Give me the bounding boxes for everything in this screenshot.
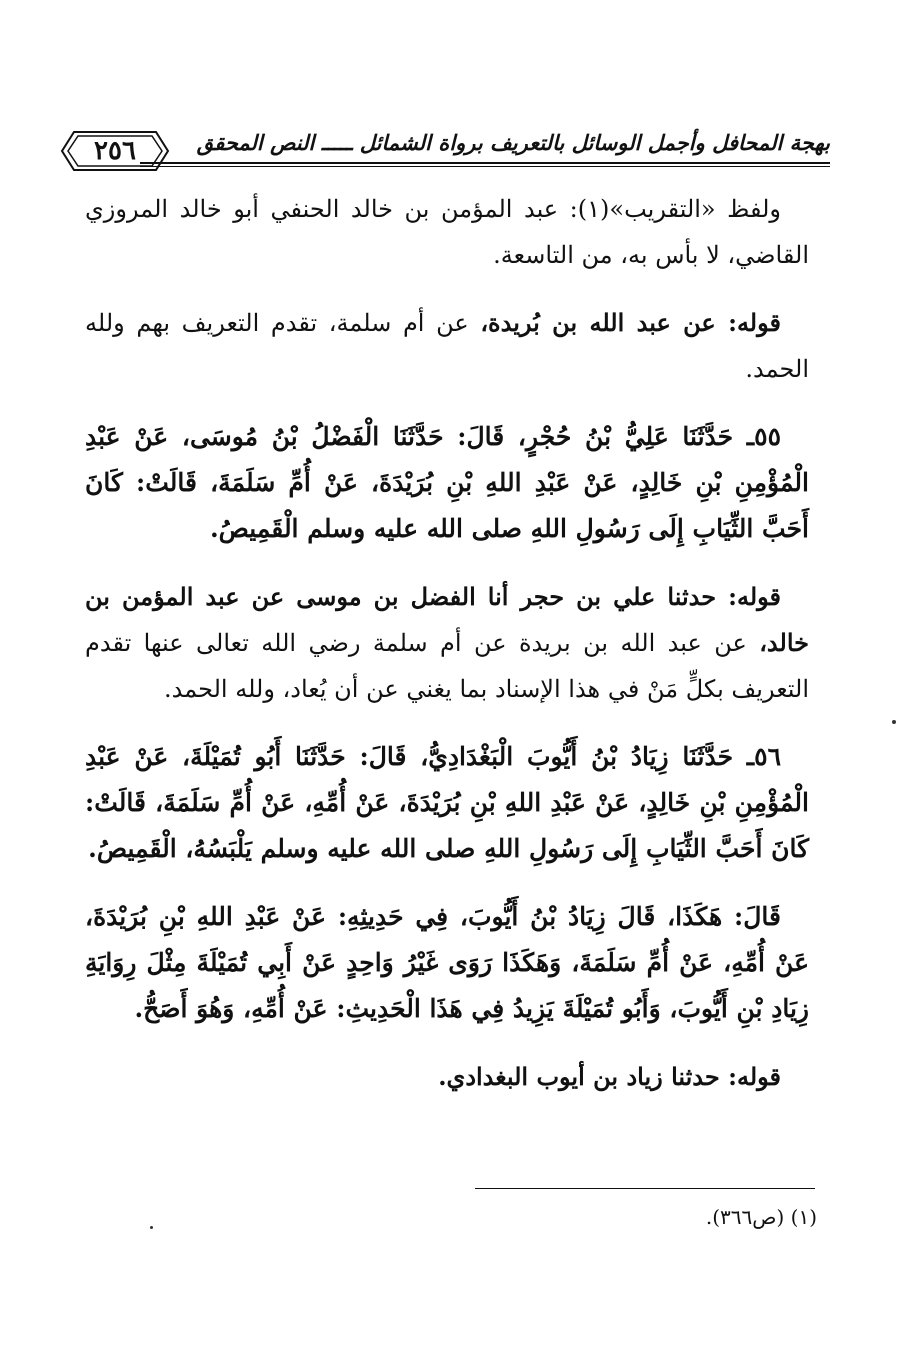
header-rule-thin: [140, 166, 830, 167]
paragraph-commentary-3: [85, 1054, 809, 1100]
paragraph-commentary-2: [85, 574, 809, 712]
hadith-note-text: قَالَ: هَكَذَا، قَالَ زِيَادُ بْنُ أَيُّوبَ، فِي حَدِيثِهِ: عَنْ عَبْدِ اللهِ بْنِ بُرَيْدَةَ، عَنْ أُمِّهِ، عَنْ أُمِّ سَلَمَةَ، وَهَكَذَا رَوَى غَيْرُ وَاحِدٍ عَنْ أَبِي تُمَيْلَةَ مِثْلَ رِوَايَةِ زِيَادِ بْنِ أَيُّوبَ، وَأَبُو تُمَيْلَةَ يَزِيدُ فِي هَذَا الْحَدِيثِ: عَنْ أُمِّهِ، وَهُوَ أَصَحُّ.: [85, 902, 809, 1023]
page-number: ٢٥٦: [94, 136, 136, 166]
footnote-separator: [475, 1188, 815, 1189]
paragraph-lead: قوله: حدثنا علي بن حجر أنا الفضل بن موسى عن عبد المؤمن بن خالد،: [85, 582, 809, 657]
main-text: [85, 186, 809, 1122]
scan-speck: [150, 1226, 153, 1229]
hadith-56: [85, 734, 809, 872]
hadith-56-note: [85, 894, 809, 1032]
paragraph-lead: قوله: حدثنا زياد بن أيوب البغدادي.: [438, 1062, 781, 1091]
hadith-text: ٥٥ـ حَدَّثَنَا عَلِيُّ بْنُ حُجْرٍ، قَالَ: حَدَّثَنَا الْفَضْلُ بْنُ مُوسَى، عَنْ عَبْدِ الْمُؤْمِنِ بْنِ خَالِدٍ، عَنْ عَبْدِ اللهِ بْنِ بُرَيْدَةَ، عَنْ أُمِّ سَلَمَةَ، قَالَتْ: كَانَ أَحَبَّ الثِّيَابِ إِلَى رَسُولِ اللهِ صلى الله عليه وسلم الْقَمِيصُ.: [85, 422, 809, 543]
page-number-frame: [60, 128, 170, 174]
paragraph-text: ولفظ «التقريب»(١): عبد المؤمن بن خالد الحنفي أبو خالد المروزي القاضي، لا بأس به، من التاسعة.: [85, 195, 809, 269]
scan-speck: [892, 720, 896, 724]
paragraph-taqrib: [85, 186, 809, 278]
paragraph-lead: قوله: عن عبد الله بن بُريدة،: [480, 308, 781, 337]
header-rule: [140, 162, 830, 164]
page-header: [60, 118, 830, 184]
hadith-55: [85, 414, 809, 552]
running-title: بهجة المحافل وأجمل الوسائل بالتعريف برواة الشمائل ـــــ النص المحقق: [196, 130, 830, 155]
hadith-text: ٥٦ـ حَدَّثَنَا زِيَادُ بْنُ أَيُّوبَ الْبَغْدَادِيُّ، قَالَ: حَدَّثَنَا أَبُو تُمَيْلَةَ، عَنْ عَبْدِ الْمُؤْمِنِ بْنِ خَالِدٍ، عَنْ عَبْدِ اللهِ بْنِ بُرَيْدَةَ، عَنْ أُمِّهِ، عَنْ أُمِّ سَلَمَةَ، قَالَتْ: كَانَ أَحَبَّ الثِّيَابِ إِلَى رَسُولِ اللهِ صلى الله عليه وسلم يَلْبَسُهُ، الْقَمِيصُ.: [85, 742, 809, 863]
paragraph-text: عن أم سلمة، تقدم التعريف بهم ولله الحمد.: [85, 309, 809, 383]
paragraph-text: عن عبد الله بن بريدة عن أم سلمة رضي الله تعالى عنها تقدم التعريف بكلٍّ مَنْ في هذا الإسناد بما يغني عن أن يُعاد، ولله الحمد.: [85, 629, 809, 703]
paragraph-commentary-1: [85, 300, 809, 392]
footnote: (١) (ص٣٦٦).: [705, 1205, 817, 1229]
